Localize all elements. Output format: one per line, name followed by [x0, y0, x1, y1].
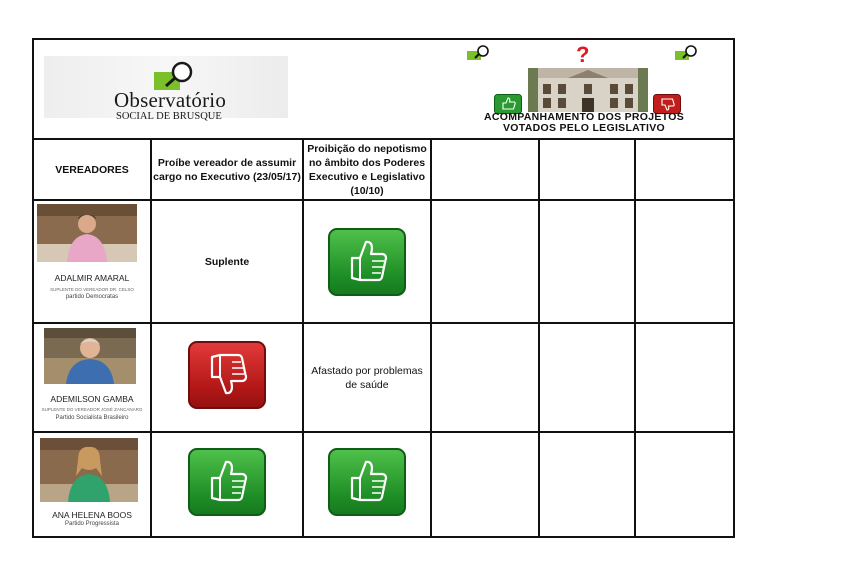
magnifier-left-icon — [466, 45, 492, 61]
councillor-party: Partido Progressista — [64, 521, 120, 527]
column-header-project-2: Proibição do nepotismo no âmbito dos Poderes Executivo e Legislativo (10/10) — [307, 142, 427, 197]
councillor-subtitle: SUPLENTE DO VEREADOR DR. CELSO — [50, 287, 134, 292]
question-mark-icon: ? — [576, 42, 590, 67]
vote-cell — [304, 324, 430, 431]
list-item — [34, 201, 150, 322]
logo-title: Observatório — [114, 88, 227, 112]
vote-tracking-sheet — [32, 38, 735, 538]
thumbs-down-icon — [188, 341, 266, 409]
list-item — [34, 433, 150, 536]
banner-line-1: ACOMPANHAMENTO DOS PROJETOS — [483, 111, 685, 123]
avatar — [37, 204, 137, 262]
avatar — [40, 438, 138, 502]
vote-cell — [152, 324, 302, 431]
vote-cell — [152, 433, 302, 536]
vote-text: Suplente — [204, 255, 250, 268]
magnifier-right-icon — [674, 45, 700, 61]
column-header-project-1: Proíbe vereador de assumir cargo no Executivo (23/05/17) — [153, 156, 301, 183]
logo-subtitle: SOCIAL DE BRUSQUE — [116, 111, 222, 122]
grid-vline — [430, 138, 432, 538]
thumbs-up-icon — [188, 448, 266, 516]
legislative-building-photo — [528, 68, 648, 112]
vote-cell — [304, 433, 430, 536]
column-header-vereadores: VEREADORES — [55, 163, 129, 176]
vote-cell — [152, 201, 302, 322]
thumbs-up-icon — [328, 228, 406, 296]
banner-line-2: VOTADOS PELO LEGISLATIVO — [503, 122, 665, 134]
vote-text: Afastado por problemas de saúde — [311, 364, 423, 391]
councillor-name: ADEMILSON GAMBA — [50, 394, 134, 404]
grid-vline — [634, 138, 636, 538]
avatar — [44, 328, 136, 384]
vote-cell — [304, 201, 430, 322]
banner-title — [464, 112, 704, 134]
thumbs-up-icon — [328, 448, 406, 516]
grid-vline — [538, 138, 540, 538]
councillor-party: partido Democratas — [65, 294, 119, 300]
header-band — [34, 40, 733, 140]
councillor-party: Partido Socialista Brasileiro — [55, 415, 129, 421]
councillor-subtitle: SUPLENTE DO VEREADOR JOSÉ ZANCANARO — [41, 407, 143, 412]
observatorio-logo — [44, 56, 288, 122]
councillor-name: ANA HELENA BOOS — [52, 510, 132, 520]
list-item — [34, 324, 150, 431]
councillor-name: ADALMIR AMARAL — [54, 273, 130, 283]
